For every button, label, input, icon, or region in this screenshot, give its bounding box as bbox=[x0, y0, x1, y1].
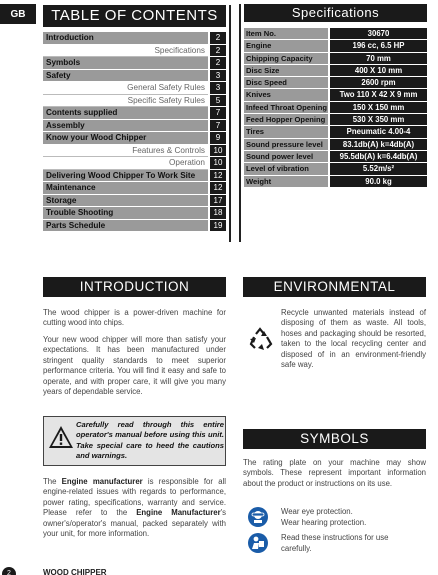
spec-key: Feed Hopper Opening bbox=[244, 114, 328, 125]
spec-row bbox=[244, 126, 427, 138]
spec-key: Sound power level bbox=[244, 151, 328, 162]
footer-title: WOOD CHIPPER bbox=[43, 568, 107, 575]
spec-value: 530 X 350 mm bbox=[330, 114, 427, 125]
p3-text-a: The bbox=[43, 477, 62, 486]
symbols-intro: The rating plate on your machine may show symbols. These represent important information about the product or instructions on its use. bbox=[243, 458, 426, 488]
toc-entry-label: Trouble Shooting bbox=[43, 207, 208, 220]
spec-row bbox=[244, 77, 427, 89]
toc-entry-label: Safety bbox=[43, 70, 208, 83]
toc-entry[interactable] bbox=[43, 145, 226, 158]
environmental-text: Recycle unwanted materials instead of disposing of them as waste. All tools, hoses and packaging should be resorted, taken to the local recycling center and disposed of in an environment-friendly safe way. bbox=[281, 308, 426, 370]
toc-entry-label: Introduction bbox=[43, 32, 208, 45]
spec-row bbox=[244, 40, 427, 52]
toc-entry[interactable] bbox=[43, 120, 226, 133]
toc-entry-label: Maintenance bbox=[43, 182, 208, 195]
spec-value: 150 X 150 mm bbox=[330, 102, 427, 113]
toc-entry[interactable] bbox=[43, 207, 226, 220]
toc-entry[interactable] bbox=[43, 45, 226, 58]
toc-entry[interactable] bbox=[43, 70, 226, 83]
intro-paragraph-1: The wood chipper is a power-driven machine for cutting wood into chips. bbox=[43, 308, 226, 328]
spec-row bbox=[244, 89, 427, 101]
warning-box bbox=[43, 416, 226, 466]
spec-table bbox=[244, 28, 427, 188]
toc-entry-page: 9 bbox=[210, 132, 226, 145]
spec-key: Tires bbox=[244, 126, 328, 137]
spec-value: Two 110 X 42 X 9 mm bbox=[330, 89, 427, 100]
toc-entry[interactable] bbox=[43, 32, 226, 45]
symbols-title: SYMBOLS bbox=[243, 429, 426, 449]
toc-entry[interactable] bbox=[43, 107, 226, 120]
spec-row bbox=[244, 102, 427, 114]
toc-entry[interactable] bbox=[43, 182, 226, 195]
toc-entry-page: 10 bbox=[210, 157, 226, 170]
toc-entry[interactable] bbox=[43, 157, 226, 170]
toc-entry-label: Operation bbox=[43, 157, 208, 170]
toc-entry-label: Assembly bbox=[43, 120, 208, 133]
toc-entry-label: Features & Controls bbox=[43, 145, 208, 158]
symbol-item-2 bbox=[281, 532, 426, 554]
spec-key: Level of vibration bbox=[244, 163, 328, 174]
spec-row bbox=[244, 176, 427, 188]
toc-entry-label: Storage bbox=[43, 195, 208, 208]
symbol-2-line-2: carefully. bbox=[281, 544, 312, 553]
toc-entry[interactable] bbox=[43, 82, 226, 95]
page-number: 2 bbox=[2, 567, 16, 575]
spec-row bbox=[244, 163, 427, 175]
toc-entry-page: 12 bbox=[210, 182, 226, 195]
warning-text: Carefully read through this entire operator's manual before using this unit. Take special care to heed the cautions and warnings. bbox=[76, 420, 224, 461]
toc-entry-label: Delivering Wood Chipper To Work Site bbox=[43, 170, 208, 183]
toc-list bbox=[43, 32, 226, 232]
toc-divider bbox=[229, 5, 231, 242]
p3-text-c: is responsible for all engine-related issues with regards to performance, power rating, specifications, warranty and service. Please refer to the bbox=[43, 477, 226, 518]
spec-key: Item No. bbox=[244, 28, 328, 39]
toc-entry-page: 2 bbox=[210, 57, 226, 70]
ear-eye-protection-icon bbox=[248, 507, 268, 527]
spec-value: 400 X 10 mm bbox=[330, 65, 427, 76]
environmental-title: ENVIRONMENTAL bbox=[243, 277, 426, 297]
spec-value: 70 mm bbox=[330, 53, 427, 64]
spec-key: Infeed Throat Opening bbox=[246, 102, 327, 112]
toc-entry-page: 3 bbox=[210, 82, 226, 95]
toc-entry-page: 2 bbox=[210, 32, 226, 45]
spec-row bbox=[244, 53, 427, 65]
spec-key: Knives bbox=[244, 89, 328, 100]
spec-row bbox=[244, 65, 427, 77]
toc-entry[interactable] bbox=[43, 195, 226, 208]
toc-entry-page: 19 bbox=[210, 220, 226, 233]
symbol-1-line-1: Wear eye protection. bbox=[281, 507, 353, 516]
spec-row bbox=[244, 151, 427, 163]
engine-manufacturer-bold: Engine manufacturer bbox=[61, 477, 143, 486]
spec-row bbox=[244, 114, 427, 126]
read-manual-icon bbox=[248, 533, 268, 553]
toc-entry-page: 7 bbox=[210, 107, 226, 120]
toc-entry[interactable] bbox=[43, 57, 226, 70]
toc-entry-page: 18 bbox=[210, 207, 226, 220]
spec-value: 83.1db(A) k=4db(A) bbox=[330, 139, 427, 150]
toc-entry-page: 7 bbox=[210, 120, 226, 133]
introduction-title: INTRODUCTION bbox=[43, 277, 226, 297]
spec-key: Engine bbox=[244, 40, 328, 51]
spec-value: 90.0 kg bbox=[330, 176, 427, 187]
spec-key: Disc Speed bbox=[244, 77, 328, 88]
intro-paragraph-3 bbox=[43, 477, 226, 539]
spec-value: Pneumatic 4.00-4 bbox=[330, 126, 427, 137]
intro-paragraph-2: Your new wood chipper will more than satisfy your expectations. It has been manufactured under stringent quality standards to meet superior performance criteria. You will find it easy and safe to operate, and with proper care, it will give you many years of dependable service. bbox=[43, 335, 226, 397]
toc-entry[interactable] bbox=[43, 220, 226, 233]
toc-entry-page: 3 bbox=[210, 70, 226, 83]
p3-text-d: 's owner's/operator's manual, packed separately with your unit, for more information. bbox=[43, 508, 226, 539]
toc-title: TABLE OF CONTENTS bbox=[43, 5, 226, 27]
toc-entry-page: 17 bbox=[210, 195, 226, 208]
spec-key: Disc Size bbox=[244, 65, 328, 76]
spec-row bbox=[244, 28, 427, 40]
toc-entry-label: Symbols bbox=[43, 57, 208, 70]
toc-entry-label: Contents supplied bbox=[43, 107, 208, 120]
spec-value: 2600 rpm bbox=[330, 77, 427, 88]
toc-entry[interactable] bbox=[43, 95, 226, 108]
toc-entry-label: Parts Schedule bbox=[43, 220, 208, 233]
toc-entry-label: Specifications bbox=[43, 45, 208, 58]
spec-title: Specifications bbox=[244, 4, 427, 22]
toc-entry-page: 12 bbox=[210, 170, 226, 183]
toc-entry-label: Specific Safety Rules bbox=[43, 95, 208, 108]
spec-divider-left bbox=[239, 4, 241, 242]
engine-manufacturer-bold-2: Engine Manufacturer bbox=[136, 508, 221, 518]
spec-value: 5.52m/s² bbox=[330, 163, 427, 174]
toc-entry-page: 2 bbox=[210, 45, 226, 58]
toc-entry-page: 5 bbox=[210, 95, 226, 108]
toc-entry-page: 10 bbox=[210, 145, 226, 158]
toc-entry[interactable] bbox=[43, 170, 226, 183]
spec-key: Chipping Capacity bbox=[244, 53, 328, 64]
recycle-icon bbox=[247, 326, 275, 354]
symbol-item-1 bbox=[281, 506, 426, 528]
warning-icon bbox=[48, 424, 74, 450]
toc-entry-label: Know your Wood Chipper bbox=[43, 132, 208, 145]
spec-key: Sound pressure level bbox=[244, 139, 328, 150]
spec-value: 196 cc, 6.5 HP bbox=[330, 40, 427, 51]
symbol-2-line-1: Read these instructions for use bbox=[281, 533, 389, 542]
spec-row bbox=[244, 139, 427, 151]
toc-entry[interactable] bbox=[43, 132, 226, 145]
spec-key: Weight bbox=[244, 176, 328, 187]
toc-entry-label: General Safety Rules bbox=[43, 82, 208, 95]
symbol-1-line-2: Wear hearing protection. bbox=[281, 518, 367, 527]
language-badge: GB bbox=[0, 4, 36, 24]
spec-value: 95.5db(A) k=6.4db(A) bbox=[330, 151, 427, 162]
spec-value: 30670 bbox=[330, 28, 427, 39]
